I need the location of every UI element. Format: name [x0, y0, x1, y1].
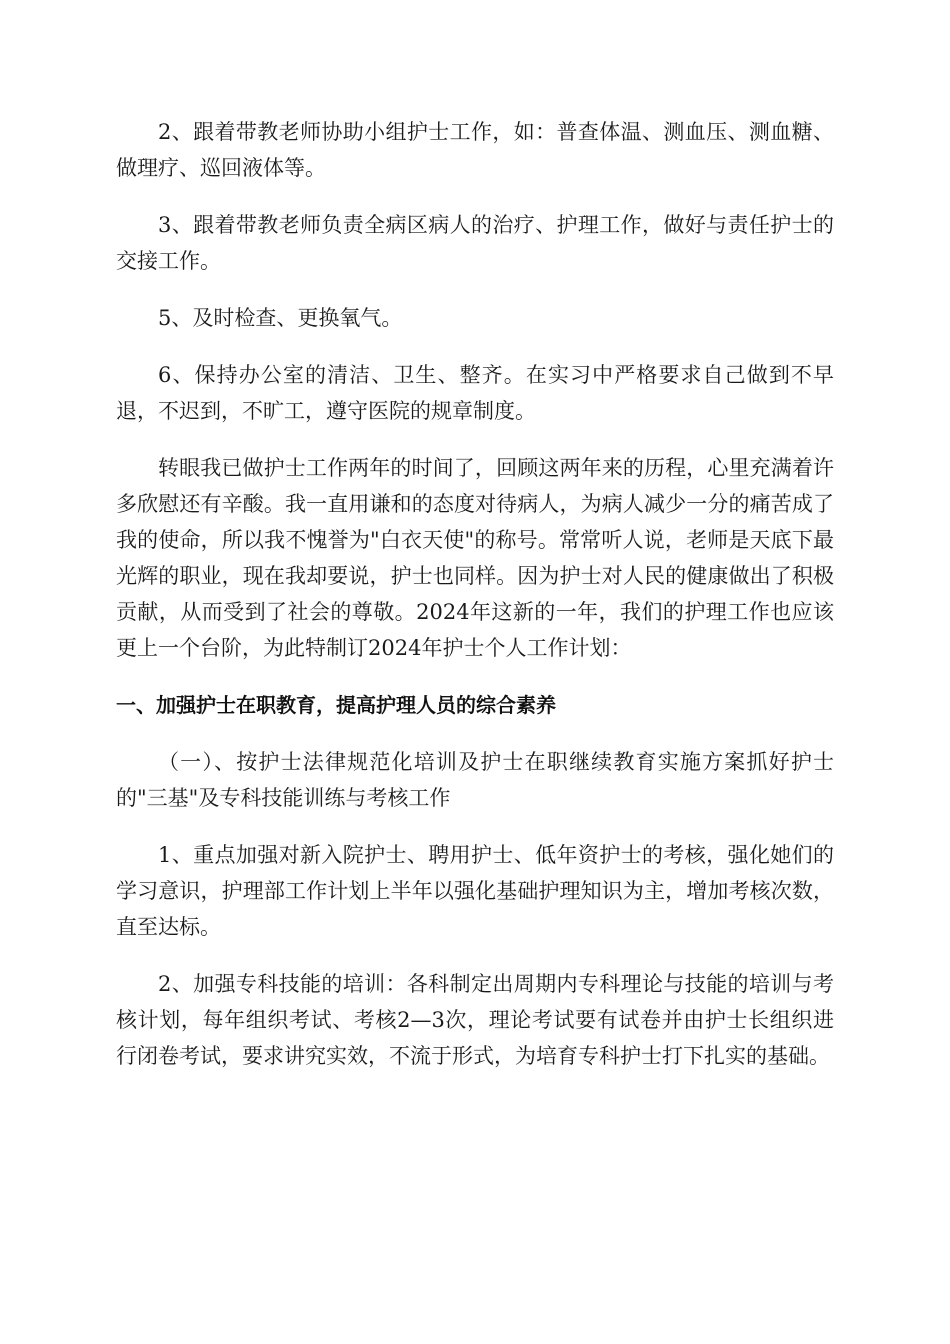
section-heading: 一、加强护士在职教育，提高护理人员的综合素养	[116, 693, 556, 717]
paragraph-item-6: 6、保持办公室的清洁、卫生、整齐。在实习中严格要求自己做到不早退，不迟到，不旷工，遵守医院的规章制度。	[116, 363, 834, 423]
paragraph-item-3: 3、跟着带教老师负责全病区病人的治疗、护理工作，做好与责任护士的交接工作。	[116, 213, 834, 273]
paragraph-intro: 转眼我已做护士工作两年的时间了，回顾这两年来的历程，心里充满着许多欣慰还有辛酸。我一直用谦和的态度对待病人，为病人减少一分的痛苦成了我的使命，所以我不愧誉为"白衣天使"的称号。常常听人说，老师是天底下最光辉的职业，现在我却要说，护士也同样。因为护士对人民的健康做出了积极贡献，从而受到了社会的尊敬。2024年这新的一年，我们的护理工作也应该更上一个台阶，为此特制订2024年护士个人工作计划：	[116, 456, 834, 660]
document-body	[116, 114, 834, 1095]
subsection-title: （一）、按护士法律规范化培训及护士在职继续教育实施方案抓好护士的"三基"及专科技能训练与考核工作	[116, 750, 834, 810]
paragraph-item-2: 2、跟着带教老师协助小组护士工作，如：普查体温、测血压、测血糖、做理疗、巡回液体等。	[116, 120, 834, 180]
paragraph-point-1: 1、重点加强对新入院护士、聘用护士、低年资护士的考核，强化她们的学习意识，护理部工作计划上半年以强化基础护理知识为主，增加考核次数，直至达标。	[116, 843, 834, 939]
paragraph-item-5: 5、及时检查、更换氧气。	[158, 306, 403, 330]
paragraph-point-2: 2、加强专科技能的培训：各科制定出周期内专科理论与技能的培训与考核计划，每年组织考试、考核2—3次，理论考试要有试卷并由护士长组织进行闭卷考试，要求讲究实效，不流于形式，为培育专科护士打下扎实的基础。	[116, 972, 834, 1068]
